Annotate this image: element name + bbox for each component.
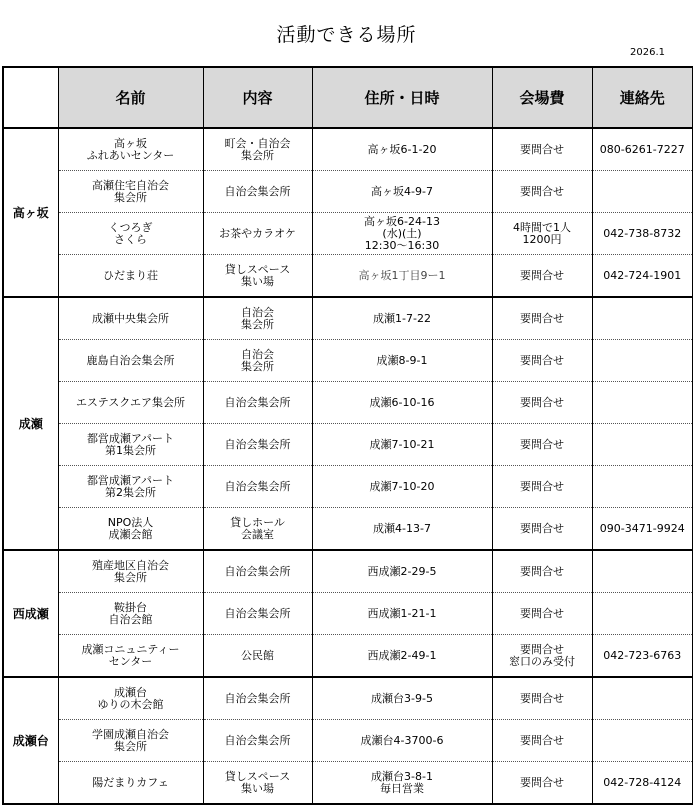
fee-cell: 要問合せ — [492, 720, 592, 762]
contact-cell: 042-738-8732 — [592, 213, 693, 255]
fee-cell: 要問合せ — [492, 550, 592, 593]
name-cell: 学園成瀬自治会 集会所 — [58, 720, 203, 762]
name-cell: 都営成瀬アパート 第2集会所 — [58, 466, 203, 508]
table-row — [3, 762, 693, 805]
address-cell: 成瀬台4-3700-6 — [312, 720, 492, 762]
table-body — [3, 128, 693, 804]
contact-cell — [592, 382, 693, 424]
address-cell: 成瀬8-9-1 — [312, 340, 492, 382]
address-cell: 西成瀬2-29-5 — [312, 550, 492, 593]
fee-cell: 要問合せ — [492, 171, 592, 213]
content-cell: お茶やカラオケ — [203, 213, 312, 255]
name-cell: 高瀬住宅自治会 集会所 — [58, 171, 203, 213]
content-cell: 自治会集会所 — [203, 677, 312, 720]
contact-cell — [592, 171, 693, 213]
content-cell: 自治会集会所 — [203, 171, 312, 213]
address-cell: 成瀬7-10-20 — [312, 466, 492, 508]
content-cell: 貸しスペース 集い場 — [203, 762, 312, 805]
document-date: 2026.1 — [630, 47, 665, 58]
contact-cell — [592, 340, 693, 382]
fee-cell: 要問合せ — [492, 508, 592, 551]
header-content: 内容 — [203, 67, 312, 128]
venue-table — [2, 66, 693, 805]
table-row — [3, 508, 693, 551]
name-cell: 成瀬台 ゆりの木会館 — [58, 677, 203, 720]
content-cell: 自治会集会所 — [203, 424, 312, 466]
table-row — [3, 424, 693, 466]
fee-cell: 要問合せ — [492, 466, 592, 508]
content-cell: 町会・自治会 集会所 — [203, 128, 312, 171]
contact-cell: 042-724-1901 — [592, 255, 693, 298]
content-cell: 公民館 — [203, 635, 312, 678]
table-row — [3, 593, 693, 635]
content-cell: 貸しホール 会議室 — [203, 508, 312, 551]
address-cell: 成瀬台3-9-5 — [312, 677, 492, 720]
area-cell: 成瀬 — [3, 297, 58, 550]
fee-cell: 要問合せ — [492, 128, 592, 171]
table-row — [3, 382, 693, 424]
fee-cell: 要問合せ 窓口のみ受付 — [492, 635, 592, 678]
content-cell: 貸しスペース 集い場 — [203, 255, 312, 298]
table-row — [3, 550, 693, 593]
header-fee: 会場費 — [492, 67, 592, 128]
header-name: 名前 — [58, 67, 203, 128]
address-cell: 成瀬1-7-22 — [312, 297, 492, 340]
page-title: 活動できる場所 — [276, 24, 417, 46]
name-cell: 陽だまりカフェ — [58, 762, 203, 805]
fee-cell: 要問合せ — [492, 593, 592, 635]
header-row — [3, 67, 693, 128]
content-cell: 自治会集会所 — [203, 550, 312, 593]
address-cell: 成瀬7-10-21 — [312, 424, 492, 466]
contact-cell — [592, 424, 693, 466]
table-row — [3, 171, 693, 213]
address-cell: 高ヶ坂1丁目9ー1 — [312, 255, 492, 298]
fee-cell: 要問合せ — [492, 340, 592, 382]
name-cell: ひだまり荘 — [58, 255, 203, 298]
contact-cell — [592, 593, 693, 635]
fee-cell: 要問合せ — [492, 762, 592, 805]
address-cell: 成瀬4-13-7 — [312, 508, 492, 551]
area-cell: 高ヶ坂 — [3, 128, 58, 297]
contact-cell — [592, 297, 693, 340]
area-cell: 西成瀬 — [3, 550, 58, 677]
address-cell: 高ヶ坂4-9-7 — [312, 171, 492, 213]
contact-cell — [592, 550, 693, 593]
contact-cell — [592, 720, 693, 762]
contact-cell: 042-728-4124 — [592, 762, 693, 805]
fee-cell: 要問合せ — [492, 255, 592, 298]
address-cell: 西成瀬1-21-1 — [312, 593, 492, 635]
table-row — [3, 720, 693, 762]
content-cell: 自治会 集会所 — [203, 340, 312, 382]
fee-cell: 4時間で1人 1200円 — [492, 213, 592, 255]
contact-cell: 080-6261-7227 — [592, 128, 693, 171]
content-cell: 自治会集会所 — [203, 466, 312, 508]
name-cell: 鞍掛台 自治会館 — [58, 593, 203, 635]
content-cell: 自治会集会所 — [203, 720, 312, 762]
contact-cell — [592, 677, 693, 720]
area-cell: 成瀬台 — [3, 677, 58, 804]
fee-cell: 要問合せ — [492, 382, 592, 424]
name-cell: エステスクエア集会所 — [58, 382, 203, 424]
table-row — [3, 635, 693, 678]
table-row — [3, 340, 693, 382]
content-cell: 自治会集会所 — [203, 593, 312, 635]
contact-cell — [592, 466, 693, 508]
name-cell: くつろぎ さくら — [58, 213, 203, 255]
name-cell: 高ヶ坂 ふれあいセンター — [58, 128, 203, 171]
address-cell: 高ヶ坂6-24-13 (水)(土) 12:30～16:30 — [312, 213, 492, 255]
fee-cell: 要問合せ — [492, 297, 592, 340]
contact-cell: 042-723-6763 — [592, 635, 693, 678]
header-area — [3, 67, 58, 128]
contact-cell: 090-3471-9924 — [592, 508, 693, 551]
name-cell: NPO法人 成瀬会館 — [58, 508, 203, 551]
fee-cell: 要問合せ — [492, 424, 592, 466]
content-cell: 自治会集会所 — [203, 382, 312, 424]
address-cell: 成瀬台3-8-1 毎日営業 — [312, 762, 492, 805]
table-row — [3, 255, 693, 298]
name-cell: 成瀬中央集会所 — [58, 297, 203, 340]
fee-cell: 要問合せ — [492, 677, 592, 720]
name-cell: 殖産地区自治会 集会所 — [58, 550, 203, 593]
table-row — [3, 128, 693, 171]
name-cell: 鹿島自治会集会所 — [58, 340, 203, 382]
table-row — [3, 297, 693, 340]
header-contact: 連絡先 — [592, 67, 693, 128]
address-cell: 西成瀬2-49-1 — [312, 635, 492, 678]
content-cell: 自治会 集会所 — [203, 297, 312, 340]
table-row — [3, 466, 693, 508]
name-cell: 都営成瀬アパート 第1集会所 — [58, 424, 203, 466]
address-cell: 高ヶ坂6-1-20 — [312, 128, 492, 171]
address-cell: 成瀬6-10-16 — [312, 382, 492, 424]
name-cell: 成瀬コニュニティー センター — [58, 635, 203, 678]
table-row — [3, 677, 693, 720]
table-row — [3, 213, 693, 255]
header-address: 住所・日時 — [312, 67, 492, 128]
